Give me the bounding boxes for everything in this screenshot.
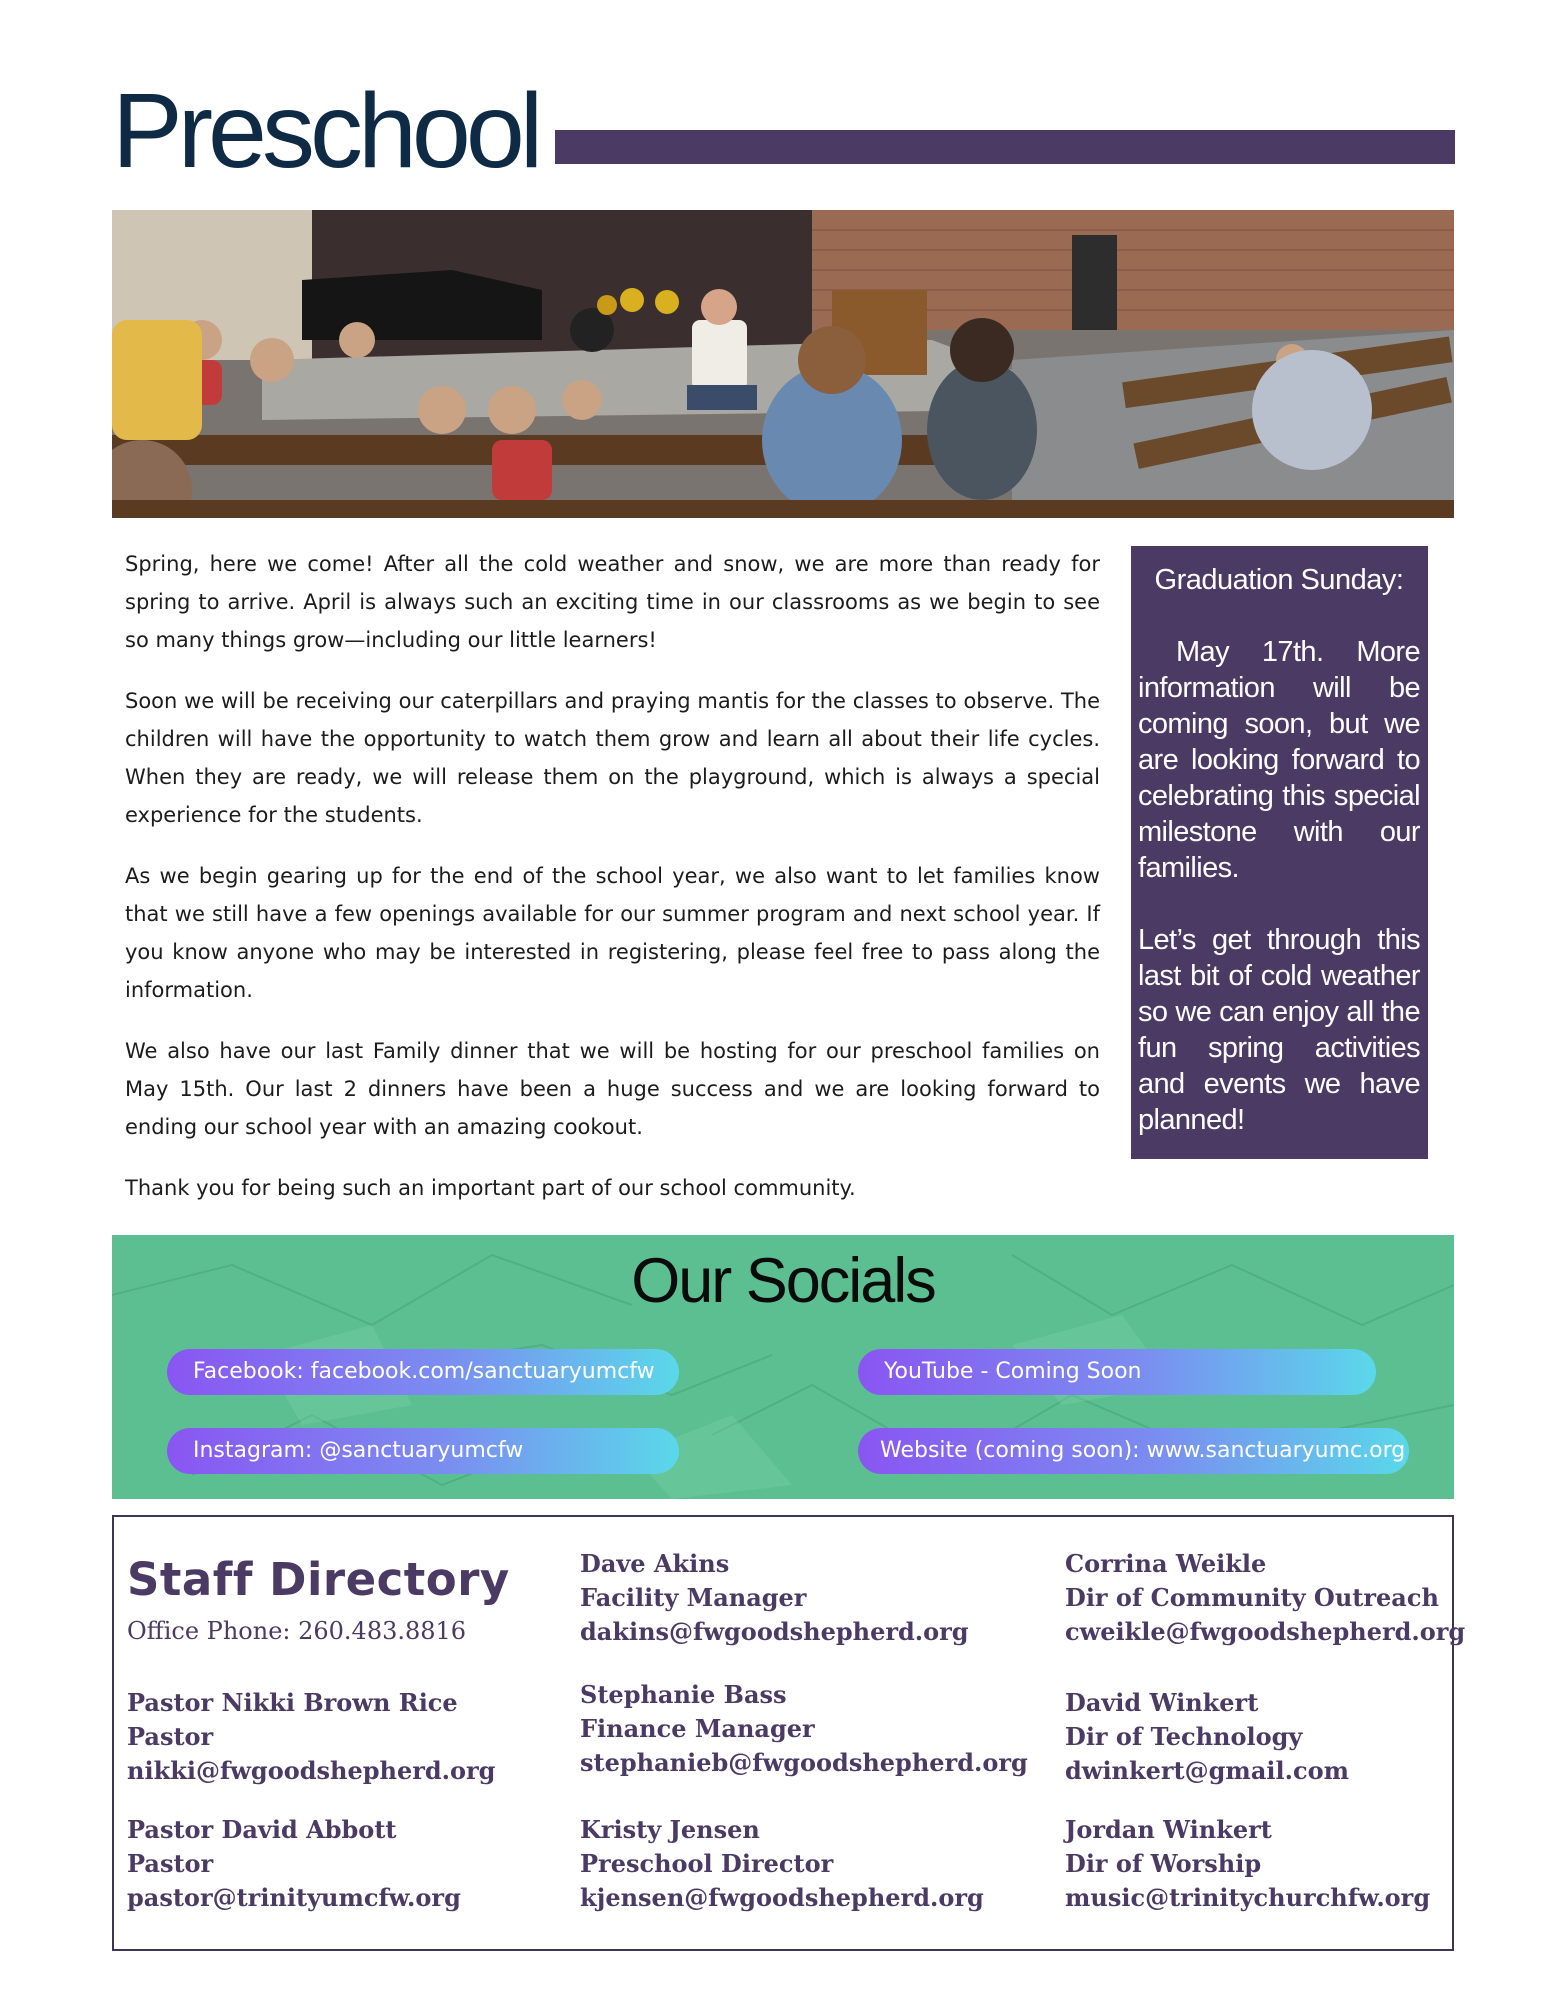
photo-illustration [112, 210, 1454, 518]
staff-role: Facility Manager [580, 1583, 807, 1612]
staff-email[interactable]: cweikle@fwgoodshepherd.org [1065, 1617, 1466, 1646]
page-title: Preschool [112, 72, 539, 190]
staff-entry [1065, 1686, 1349, 1788]
staff-email[interactable]: stephanieb@fwgoodshepherd.org [580, 1748, 1028, 1777]
staff-entry [127, 1686, 495, 1788]
staff-entry [580, 1813, 984, 1915]
staff-email[interactable]: dwinkert@gmail.com [1065, 1756, 1349, 1785]
staff-name: Stephanie Bass [580, 1680, 787, 1709]
article-paragraph: As we begin gearing up for the end of the school year, we also want to let families know that we still have a few openings available for our summer program and next school year. If you know anyone who may be interested in registering, please feel free to pass along the information. [125, 864, 1100, 1002]
staff-heading: Staff Directory [127, 1553, 510, 1606]
staff-email[interactable]: nikki@fwgoodshepherd.org [127, 1756, 496, 1785]
staff-name: Corrina Weikle [1065, 1549, 1267, 1578]
staff-entry [127, 1813, 461, 1915]
callout-paragraph-1: May 17th. More information will be coming soon, but we are looking forward to celebrating this special milestone with our families. [1138, 636, 1420, 884]
article-paragraph: We also have our last Family dinner that we will be hosting for our preschool families on May 15th. Our last 2 dinners have been a huge success and we are looking forward to ending our school year with an amazing cookout. [125, 1039, 1100, 1139]
callout-paragraph-2: Let’s get through this last bit of cold weather so we can enjoy all the fun spring activities and events we have planned! [1138, 924, 1420, 1136]
website-link[interactable]: Website (coming soon): www.sanctuaryumc.org [858, 1428, 1409, 1474]
staff-role: Pastor [127, 1849, 214, 1878]
staff-role: Preschool Director [580, 1849, 834, 1878]
staff-role: Finance Manager [580, 1714, 815, 1743]
staff-name: Kristy Jensen [580, 1815, 760, 1844]
staff-role: Dir of Worship [1065, 1849, 1262, 1878]
article-paragraph: Spring, here we come! After all the cold weather and snow, we are more than ready for spring to arrive. April is always such an exciting time in our classrooms as we begin to see so many things grow—including our little learners! [125, 552, 1100, 652]
article-paragraph: Thank you for being such an important part of our school community. [125, 1176, 856, 1200]
staff-email[interactable]: music@trinitychurchfw.org [1065, 1883, 1431, 1912]
staff-email[interactable]: dakins@fwgoodshepherd.org [580, 1617, 969, 1646]
staff-email[interactable]: kjensen@fwgoodshepherd.org [580, 1883, 984, 1912]
staff-role: Pastor [127, 1722, 214, 1751]
office-phone: Office Phone: 260.483.8816 [127, 1617, 467, 1645]
instagram-link[interactable]: Instagram: @sanctuaryumcfw [167, 1428, 679, 1474]
staff-name: Dave Akins [580, 1549, 730, 1578]
staff-entry [1065, 1813, 1430, 1915]
staff-name: Jordan Winkert [1065, 1815, 1272, 1844]
staff-name: David Winkert [1065, 1688, 1259, 1717]
article-paragraph: Soon we will be receiving our caterpillars and praying mantis for the classes to observe. The children will have the opportunity to watch them grow and learn all about their life cycles. When they are ready, we will release them on the playground, which is always a special experience for the students. [125, 689, 1100, 827]
title-accent-bar [555, 130, 1455, 164]
youtube-link[interactable]: YouTube - Coming Soon [858, 1349, 1376, 1395]
socials-title: Our Socials [631, 1246, 935, 1316]
staff-name: Pastor Nikki Brown Rice [127, 1688, 458, 1717]
staff-email[interactable]: pastor@trinityumcfw.org [127, 1883, 461, 1912]
staff-entry [580, 1678, 1028, 1780]
staff-role: Dir of Technology [1065, 1722, 1303, 1751]
facebook-link[interactable]: Facebook: facebook.com/sanctuaryumcfw [167, 1349, 679, 1395]
staff-entry [580, 1547, 969, 1649]
article-body [125, 545, 1100, 1230]
staff-directory [112, 1515, 1466, 1951]
callout-title: Graduation Sunday: [1154, 564, 1404, 596]
staff-role: Dir of Community Outreach [1065, 1583, 1439, 1612]
staff-entry [1065, 1547, 1465, 1649]
staff-name: Pastor David Abbott [127, 1815, 397, 1844]
socials-section [112, 1235, 1454, 1499]
graduation-callout [1131, 546, 1428, 1159]
preschool-photo [112, 210, 1454, 518]
